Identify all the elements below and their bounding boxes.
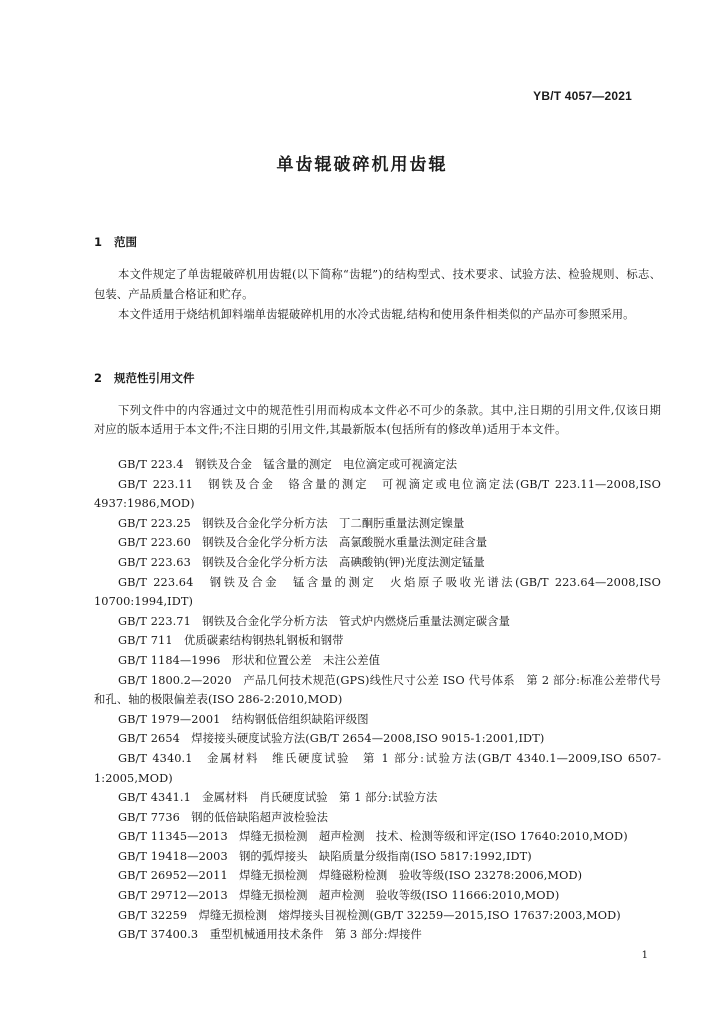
reference-item: GB/T 223.60 钢铁及合金化学分析方法 高氯酸脱水重量法测定硅含量 bbox=[118, 536, 488, 550]
reference-item: GB/T 223.63 钢铁及合金化学分析方法 高碘酸钠(钾)光度法测定锰量 bbox=[118, 555, 485, 569]
reference-item: GB/T 2654 焊接接头硬度试验方法(GB/T 2654—2008,ISO 9015-1:2001,IDT) bbox=[118, 732, 545, 746]
section-2-intro: 下列文件中的内容通过文中的规范性引用而构成本文件必不可少的条款。其中,注日期的引用文件,仅该日期对应的版本适用于本文件;不注日期的引用文件,其最新版本(包括所有的修改单)适用于本文件。 bbox=[94, 404, 661, 436]
section-1-number: 1 bbox=[94, 235, 103, 249]
page-number: 1 bbox=[641, 950, 648, 961]
reference-item: GB/T 223.25 钢铁及合金化学分析方法 丁二酮肟重量法测定镍量 bbox=[118, 516, 465, 530]
reference-item: GB/T 1800.2—2020 产品几何技术规范(GPS)线性尺寸公差 ISO 代号体系 第 2 部分:标准公差带代号和孔、轴的极限偏差表(ISO 286-2:2010,MOD) bbox=[94, 673, 661, 707]
section-2-title: 规范性引用文件 bbox=[114, 371, 195, 385]
reference-item: GB/T 37400.3 重型机械通用技术条件 第 3 部分:焊接件 bbox=[118, 928, 422, 942]
reference-list bbox=[94, 455, 661, 945]
reference-item: GB/T 223.71 钢铁及合金化学分析方法 管式炉内燃烧后重量法测定碳含量 bbox=[118, 614, 511, 628]
reference-item: GB/T 223.64 钢铁及合金 锰含量的测定 火焰原子吸收光谱法(GB/T 223.64—2008,ISO 10700:1994,IDT) bbox=[94, 575, 661, 609]
standard-code: YB/T 4057—2021 bbox=[533, 89, 632, 103]
document-title: 单齿辊破碎机用齿辊 bbox=[276, 155, 448, 175]
reference-item: GB/T 19418—2003 钢的弧焊接头 缺陷质量分级指南(ISO 5817:1992,IDT) bbox=[118, 849, 532, 863]
reference-item: GB/T 711 优质碳素结构钢热轧钢板和钢带 bbox=[118, 634, 344, 648]
reference-item: GB/T 1184—1996 形状和位置公差 未注公差值 bbox=[118, 653, 381, 667]
section-1-paragraph-1: 本文件规定了单齿辊破碎机用齿辊(以下简称“齿辊”)的结构型式、技术要求、试验方法、检验规则、标志、包装、产品质量合格证和贮存。 bbox=[94, 268, 661, 301]
section-2-heading bbox=[94, 370, 195, 386]
reference-item: GB/T 11345—2013 焊缝无损检测 超声检测 技术、检测等级和评定(ISO 17640:2010,MOD) bbox=[118, 830, 628, 844]
reference-item: GB/T 1979—2001 结构钢低倍组织缺陷评级图 bbox=[118, 712, 369, 726]
section-1-title: 范围 bbox=[114, 235, 137, 249]
reference-item: GB/T 223.11 钢铁及合金 铬含量的测定 可视滴定或电位滴定法(GB/T 223.11—2008,ISO 4937:1986,MOD) bbox=[94, 477, 661, 511]
section-1-paragraph-2: 本文件适用于烧结机卸料端单齿辊破碎机用的水冷式齿辊,结构和使用条件相类似的产品亦可参照采用。 bbox=[118, 308, 635, 321]
section-1-heading bbox=[94, 234, 137, 250]
reference-item: GB/T 29712—2013 焊缝无损检测 超声检测 验收等级(ISO 11666:2010,MOD) bbox=[118, 889, 560, 903]
section-2-number: 2 bbox=[94, 371, 103, 385]
reference-item: GB/T 4340.1 金属材料 维氏硬度试验 第 1 部分:试验方法(GB/T 4340.1—2009,ISO 6507-1:2005,MOD) bbox=[94, 751, 661, 785]
reference-item: GB/T 223.4 钢铁及合金 锰含量的测定 电位滴定或可视滴定法 bbox=[118, 458, 458, 471]
reference-item: GB/T 26952—2011 焊缝无损检测 焊缝磁粉检测 验收等级(ISO 23278:2006,MOD) bbox=[118, 869, 583, 883]
reference-item: GB/T 4341.1 金属材料 肖氏硬度试验 第 1 部分:试验方法 bbox=[118, 791, 438, 805]
reference-item: GB/T 32259 焊缝无损检测 熔焊接头目视检测(GB/T 32259—2015,ISO 17637:2003,MOD) bbox=[118, 908, 621, 922]
reference-item: GB/T 7736 钢的低倍缺陷超声波检验法 bbox=[118, 810, 329, 824]
